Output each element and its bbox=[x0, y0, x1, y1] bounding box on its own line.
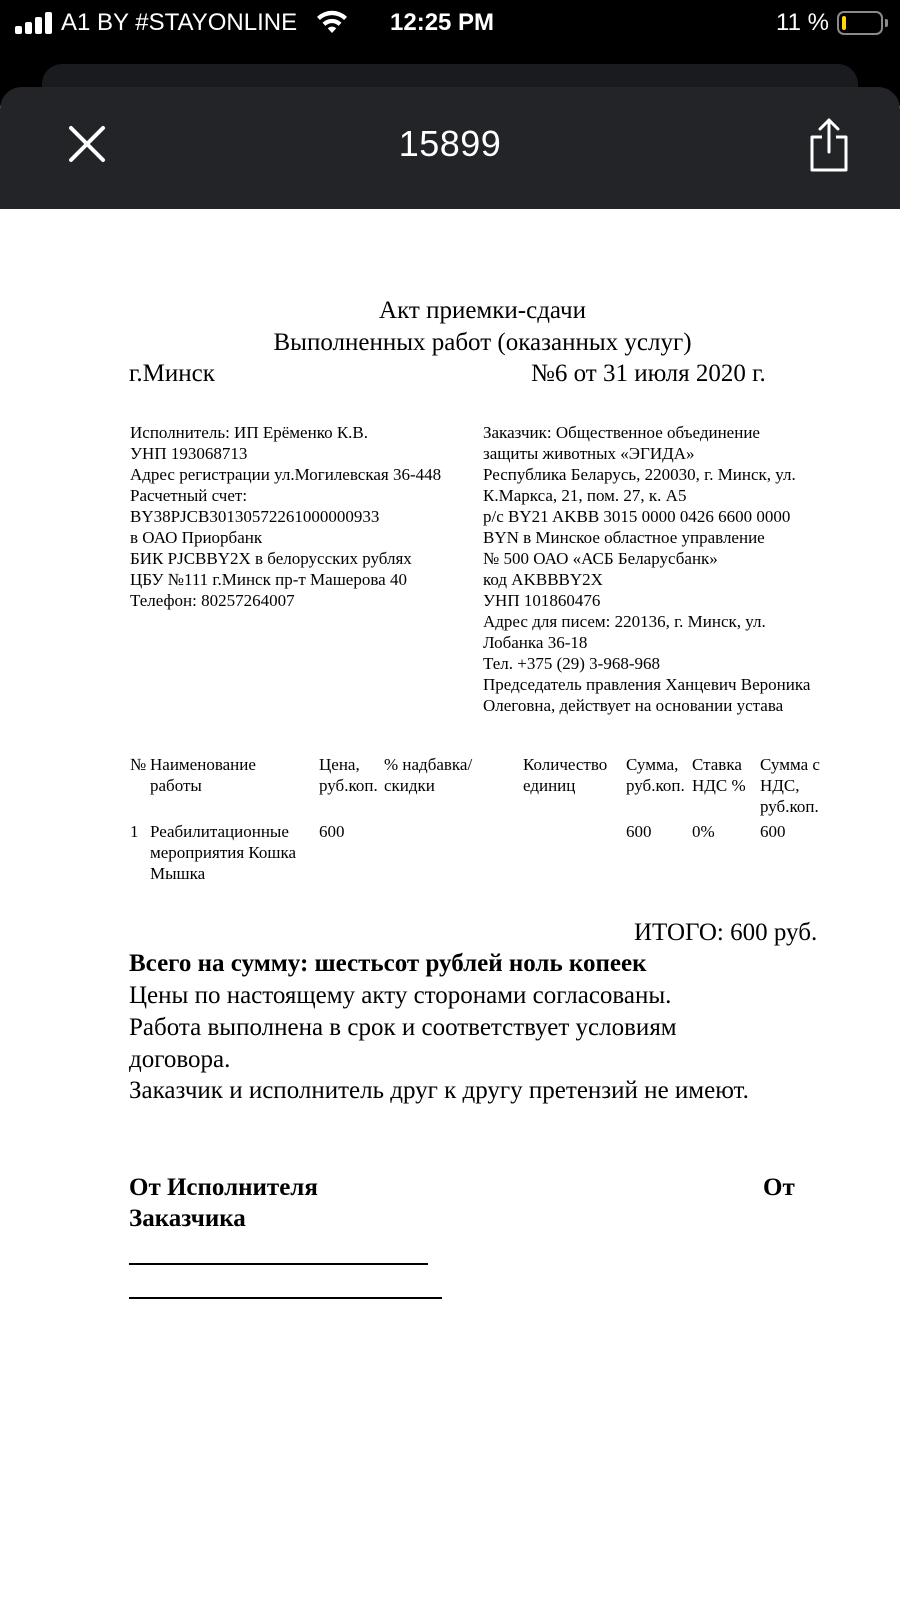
note-line: договора. bbox=[129, 1046, 231, 1073]
carrier-name: A1 BY #STAYONLINE bbox=[61, 9, 298, 36]
table-cell-sum_vat: 600 bbox=[760, 822, 786, 841]
share-button[interactable] bbox=[802, 115, 856, 175]
battery-percent: 11 % bbox=[776, 9, 829, 36]
table-header-num: № bbox=[130, 755, 147, 774]
table-header-markup: % надбавка/ скидки bbox=[384, 755, 473, 795]
signature-line-contractor bbox=[129, 1263, 428, 1265]
table-cell-vat_rate: 0% bbox=[692, 822, 715, 841]
customer-line: К.Маркса, 21, пом. 27, к. А5 bbox=[483, 486, 687, 505]
contractor-line: BY38PJCB30130572261000000933 bbox=[130, 507, 380, 526]
total-in-words: Всего на сумму: шестьсот рублей ноль копеек bbox=[129, 950, 647, 977]
table-cell-price: 600 bbox=[319, 822, 345, 841]
contractor-line: ЦБУ №111 г.Минск пр-т Машерова 40 bbox=[130, 570, 407, 589]
customer-line: Лобанка 36-18 bbox=[483, 633, 588, 652]
table-header-name: Наименование работы bbox=[150, 755, 256, 795]
battery-level bbox=[842, 16, 846, 30]
battery-icon bbox=[837, 11, 883, 35]
note-line: Цены по настоящему акту сторонами согласованы. bbox=[129, 982, 672, 1009]
contractor-line: в ОАО Приорбанк bbox=[130, 528, 263, 547]
customer-line: защиты животных «ЭГИДА» bbox=[483, 444, 695, 463]
act-subtitle: Выполненных работ (оказанных услуг) bbox=[273, 329, 692, 356]
customer-line: УНП 101860476 bbox=[483, 591, 601, 610]
total-amount: ИТОГО: 600 руб. bbox=[634, 919, 818, 946]
customer-line: код AKBBBY2X bbox=[483, 570, 603, 589]
act-title: Акт приемки-сдачи bbox=[379, 297, 586, 324]
customer-line: № 500 ОАО «АСБ Беларусбанк» bbox=[483, 549, 718, 568]
customer-line: Адрес для писем: 220136, г. Минск, ул. bbox=[483, 612, 766, 631]
document-page bbox=[0, 209, 900, 1600]
customer-line: Олеговна, действует на основании устава bbox=[483, 696, 784, 715]
act-city: г.Минск bbox=[129, 360, 215, 387]
customer-line: Председатель правления Ханцевич Вероника bbox=[483, 675, 811, 694]
contractor-line: Телефон: 80257264007 bbox=[130, 591, 295, 610]
customer-line: Тел. +375 (29) 3-968-968 bbox=[483, 654, 660, 673]
signature-line-customer bbox=[129, 1297, 442, 1299]
contractor-line: БИК PJCBBY2X в белорусских рублях bbox=[130, 549, 412, 568]
table-header-price: Цена, руб.коп. bbox=[319, 755, 378, 795]
customer-line: BYN в Минское областное управление bbox=[483, 528, 765, 547]
table-cell-name: Реабилитационные мероприятия Кошка Мышка bbox=[150, 822, 297, 883]
note-line: Заказчик и исполнитель друг к другу претензий не имеют. bbox=[129, 1077, 749, 1104]
share-icon bbox=[807, 117, 851, 173]
customer-line: Республика Беларусь, 220030, г. Минск, ул. bbox=[483, 465, 796, 484]
table-header-vat_rate: Ставка НДС % bbox=[692, 755, 746, 795]
contractor-line: Адрес регистрации ул.Могилевская 36-448 bbox=[130, 465, 442, 484]
customer-line: р/с BY21 AKBB 3015 0000 0426 6600 0000 bbox=[483, 507, 791, 526]
act-number-date: №6 от 31 июля 2020 г. bbox=[531, 360, 766, 387]
status-time: 12:25 PM bbox=[390, 9, 495, 36]
document-title: 15899 bbox=[398, 123, 502, 164]
signature-contractor-label: От Исполнителя bbox=[129, 1174, 318, 1201]
signal-icon bbox=[15, 12, 55, 34]
customer-line: Заказчик: Общественное объединение bbox=[483, 423, 760, 442]
table-header-sum_vat: Сумма с НДС, руб.коп. bbox=[760, 755, 820, 816]
contractor-line: Расчетный счет: bbox=[130, 486, 248, 505]
contractor-line: Исполнитель: ИП Ерёменко К.В. bbox=[130, 423, 369, 442]
table-cell-sum: 600 bbox=[626, 822, 652, 841]
viewer-nav-bar bbox=[0, 87, 900, 209]
customer-details bbox=[483, 422, 810, 716]
wifi-icon bbox=[316, 9, 348, 35]
table-cell-num: 1 bbox=[130, 822, 139, 841]
contractor-details bbox=[130, 422, 441, 611]
table-header-qty: Количество единиц bbox=[523, 755, 608, 795]
note-line: Работа выполнена в срок и соответствует условиям bbox=[129, 1014, 677, 1041]
table-header-sum: Сумма, руб.коп. bbox=[626, 755, 685, 795]
contractor-line: УНП 193068713 bbox=[130, 444, 248, 463]
signature-customer-label: От bbox=[763, 1174, 795, 1201]
status-bar bbox=[0, 0, 900, 46]
signature-customer-label-cont: Заказчика bbox=[129, 1205, 246, 1232]
